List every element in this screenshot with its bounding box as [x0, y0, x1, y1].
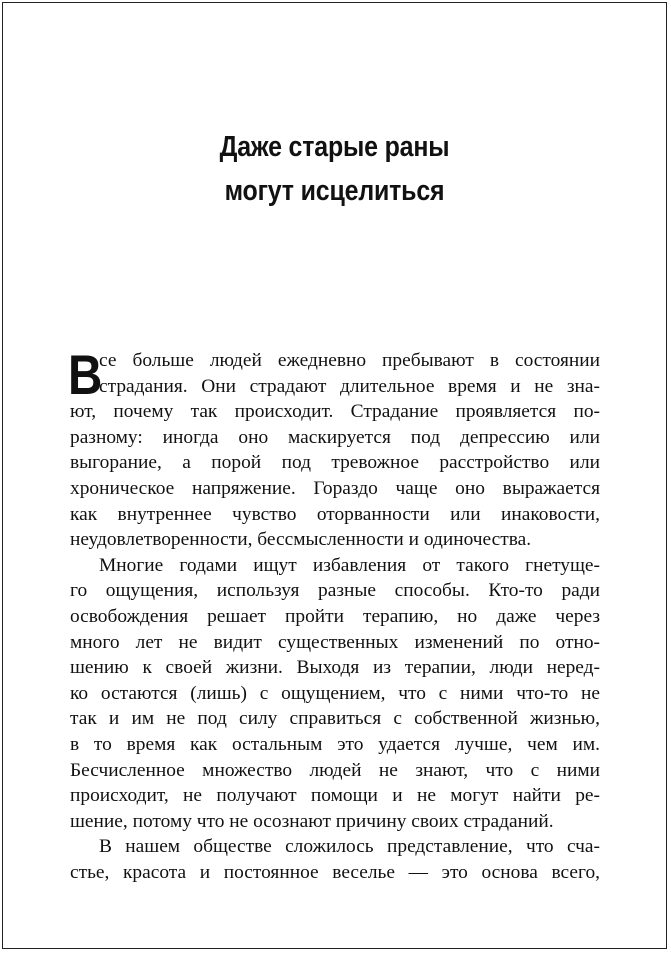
paragraph-1-line: се больше людей ежедневно пребывают в состоянии [99, 350, 600, 371]
paragraph-3-line: стье, красота и постоянное веселье — это основа всего, [70, 861, 600, 883]
body-text [68, 343, 600, 885]
paragraph-2-line: много лет не видит существенных изменений по отно- [70, 631, 600, 653]
paragraph-1-line: разному: иногда оно маскируется под депрессию или [70, 426, 600, 448]
paragraph-2-line: шение, потому что не осознают причину своих страданий. [70, 810, 554, 832]
drop-cap: В [68, 343, 103, 406]
paragraph-2-line: освобождения решает пройти терапию, но даже через [70, 605, 600, 627]
paragraph-2-line: шению к своей жизни. Выходя из терапии, люди неред- [70, 657, 600, 679]
paragraph-2-line: Бесчисленное множество людей не знают, что с ними [70, 759, 600, 781]
paragraph-2-line: ко остаются (лишь) с ощущением, что с ними что-то не [70, 682, 600, 704]
chapter-title-line-1: Даже старые раны [219, 131, 450, 163]
paragraph-1-line: как внутреннее чувство оторванности или инаковости, [70, 503, 600, 525]
paragraph-2-line: Многие годами ищут избавления от такого гнетуще- [99, 554, 600, 576]
paragraph-1-line: выгорание, а порой под тревожное расстройство или [70, 452, 600, 474]
paragraph-1-line: хроническое напряжение. Гораздо чаще оно выражается [70, 477, 600, 499]
chapter-title-line-2: могут исцелиться [224, 175, 445, 207]
paragraph-2-line: так и им не под силу справиться с собственной жизнью, [70, 708, 600, 730]
book-page [2, 2, 667, 949]
paragraph-1-line: ют, почему так происходит. Страдание проявляется по- [70, 401, 600, 423]
paragraph-2-line: го ощущения, используя разные способы. Кто-то ради [70, 580, 600, 602]
paragraph-3-line: В нашем обществе сложилось представление, что сча- [99, 836, 600, 858]
chapter-title [49, 125, 619, 213]
paragraph-2-line: происходит, не получают помощи и не могут найти ре- [70, 785, 600, 807]
paragraph-2-line: в то время как остальным это удается лучше, чем им. [70, 733, 600, 755]
paragraph-1-line: неудовлетворенности, бессмысленности и одиночества. [70, 529, 532, 551]
paragraph-1-line: страдания. Они страдают длительное время и не зна- [99, 375, 600, 397]
